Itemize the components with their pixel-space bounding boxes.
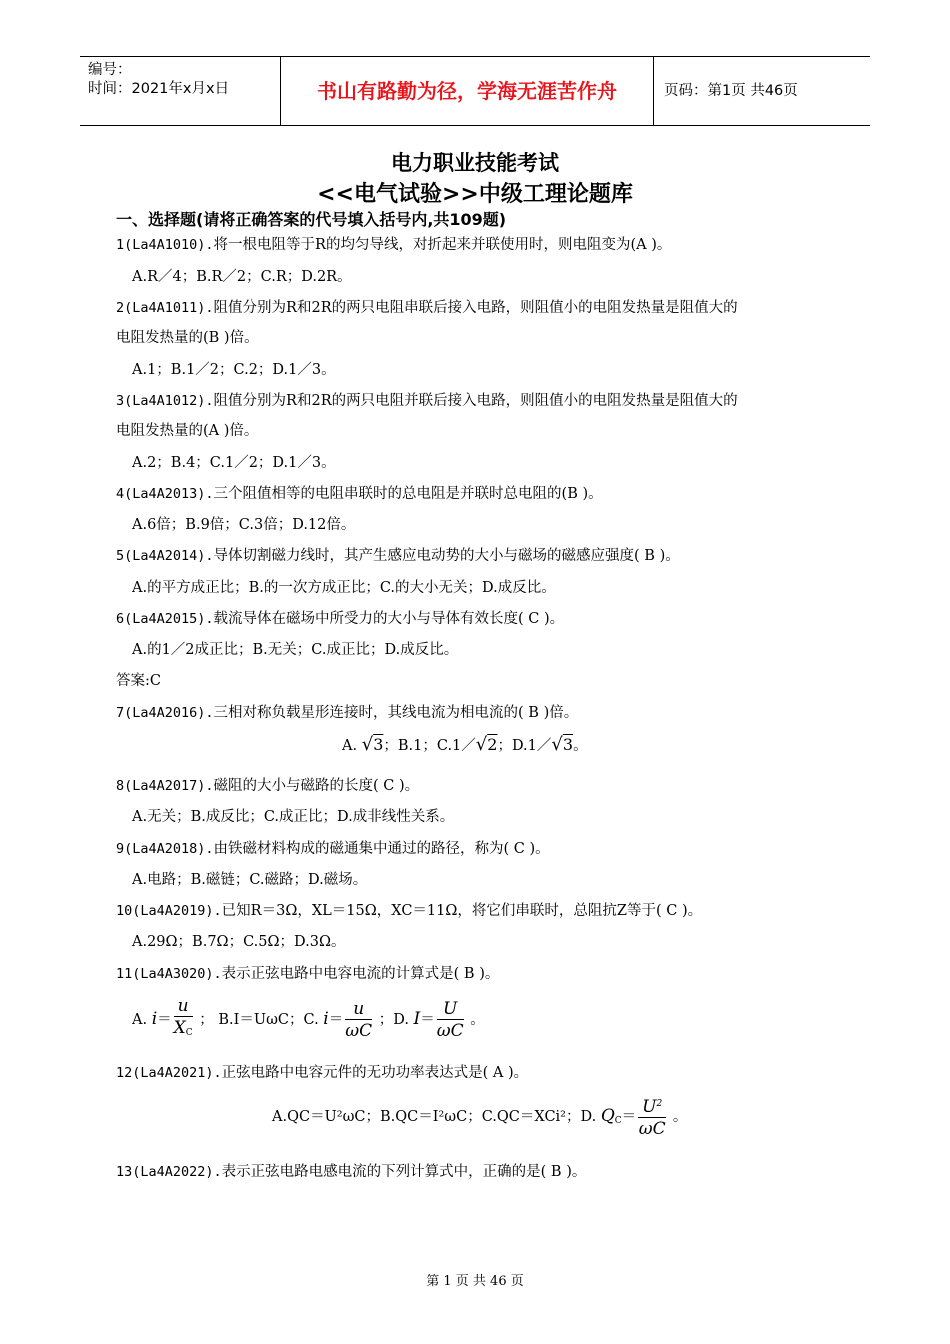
question-7: 7(La4A2016).三相对称负载星形连接时，其线电流为相电流的( B )倍。 <box>116 705 579 721</box>
question-2-cont: 电阻发热量的(B )倍。 <box>116 330 259 346</box>
question-1: 1(La4A1010).将一根电阻等于R的均匀导线，对折起来并联使用时，则电阻变为(A )。 <box>116 237 672 253</box>
sqrt-icon: √ <box>361 734 374 755</box>
question-8: 8(La4A2017).磁阻的大小与磁路的长度( C )。 <box>116 778 420 794</box>
document-title: 电力职业技能考试 <box>391 151 559 175</box>
question-4: 4(La4A2013).三个阻值相等的电阻串联时的总电阻是并联时总电阻的(B )。 <box>116 486 603 502</box>
question-5-options: A.的平方成正比；B.的一次方成正比；C.的大小无关；D.成反比。 <box>132 580 556 596</box>
question-6: 6(La4A2015).载流导体在磁场中所受力的大小与导体有效长度( C )。 <box>116 611 565 627</box>
question-10: 10(La4A2019).已知R＝3Ω，XL＝15Ω，XC＝11Ω，将它们串联时，总阻抗Z等于( C )。 <box>116 903 703 919</box>
question-2: 2(La4A1011).阻值分别为R和2R的两只电阻串联后接入电路，则阻值小的电阻发热量是阻值大的 <box>116 300 738 316</box>
question-11-options: A. i＝ $\frac{u}{X_C}$ ； B.I＝UωC；C. i＝ $\frac{u}{\omega C}$ ；D. I＝ $\frac{U}{\omega C}$ 。 <box>132 996 485 1044</box>
formula-u-over-omega-c: $\frac{u}{\omega C}$ <box>345 998 373 1041</box>
sqrt-icon: √ <box>475 734 488 755</box>
sqrt-icon: √ <box>551 734 563 755</box>
formula-u-over-xc: $\frac{u}{X_C}$ <box>173 996 193 1038</box>
document-subtitle: <<电气试验>>中级工理论题库 <box>317 182 633 207</box>
question-8-options: A.无关；B.成反比；C.成正比；D.成非线性关系。 <box>132 809 455 825</box>
formula-U2-over-omega-c: $\frac{U^2}{\omega C}$ <box>638 1094 666 1140</box>
question-10-options: A.29Ω；B.7Ω；C.5Ω；D.3Ω。 <box>132 934 346 950</box>
page-header <box>80 56 870 126</box>
question-13: 13(La4A2022).表示正弦电路电感电流的下列计算式中，正确的是( B )。 <box>116 1164 587 1180</box>
question-12-options: A.QC＝U²ωC；B.QC＝I²ωC；C.QC＝XCi²；D. $Q_C=$ $\frac{U^2}{\omega C}$ 。 <box>272 1094 687 1140</box>
question-9: 9(La4A2018).由铁磁材料构成的磁通集中通过的路径，称为( C )。 <box>116 841 550 857</box>
question-3: 3(La4A1012).阻值分别为R和2R的两只电阻并联后接入电路，则阻值小的电阻发热量是阻值大的 <box>116 393 738 409</box>
formula-U-over-omega-c: $\frac{U}{\omega C}$ <box>436 998 464 1041</box>
page-footer: 第 1 页 共 46 页 <box>426 1274 524 1289</box>
question-3-options: A.2；B.4；C.1／2；D.1／3。 <box>132 455 336 471</box>
document-number: 编号： <box>88 62 132 78</box>
question-5: 5(La4A2014).导体切割磁力线时，其产生感应电动势的大小与磁场的磁感应强度( B )。 <box>116 548 680 564</box>
question-6-options: A.的1／2成正比；B.无关；C.成正比；D.成反比。 <box>132 642 459 658</box>
header-motto: 书山有路勤为径，学海无涯苦作舟 <box>281 57 654 125</box>
header-meta-cell <box>80 57 281 125</box>
document-time: 时间：2021年x月x日 <box>88 81 230 97</box>
section-title: 一、选择题(请将正确答案的代号填入括号内,共109题) <box>116 210 507 229</box>
question-4-options: A.6倍；B.9倍；C.3倍；D.12倍。 <box>132 517 356 533</box>
header-page-number: 页码：第1页 共46页 <box>664 83 798 99</box>
question-1-options: A.R／4；B.R／2；C.R；D.2R。 <box>132 269 352 285</box>
question-3-cont: 电阻发热量的(A )倍。 <box>116 423 259 439</box>
question-11: 11(La4A3020).表示正弦电路中电容电流的计算式是( B )。 <box>116 966 500 982</box>
question-6-answer: 答案:C <box>116 673 161 689</box>
question-2-options: A.1；B.1／2；C.2；D.1／3。 <box>132 362 336 378</box>
question-9-options: A.电路；B.磁链；C.磁路；D.磁场。 <box>132 872 368 888</box>
question-12: 12(La4A2021).正弦电路中电容元件的无功功率表达式是( A )。 <box>116 1065 529 1081</box>
question-7-options: A. √3；B.1；C.1／√2；D.1／√3。 <box>342 734 588 755</box>
